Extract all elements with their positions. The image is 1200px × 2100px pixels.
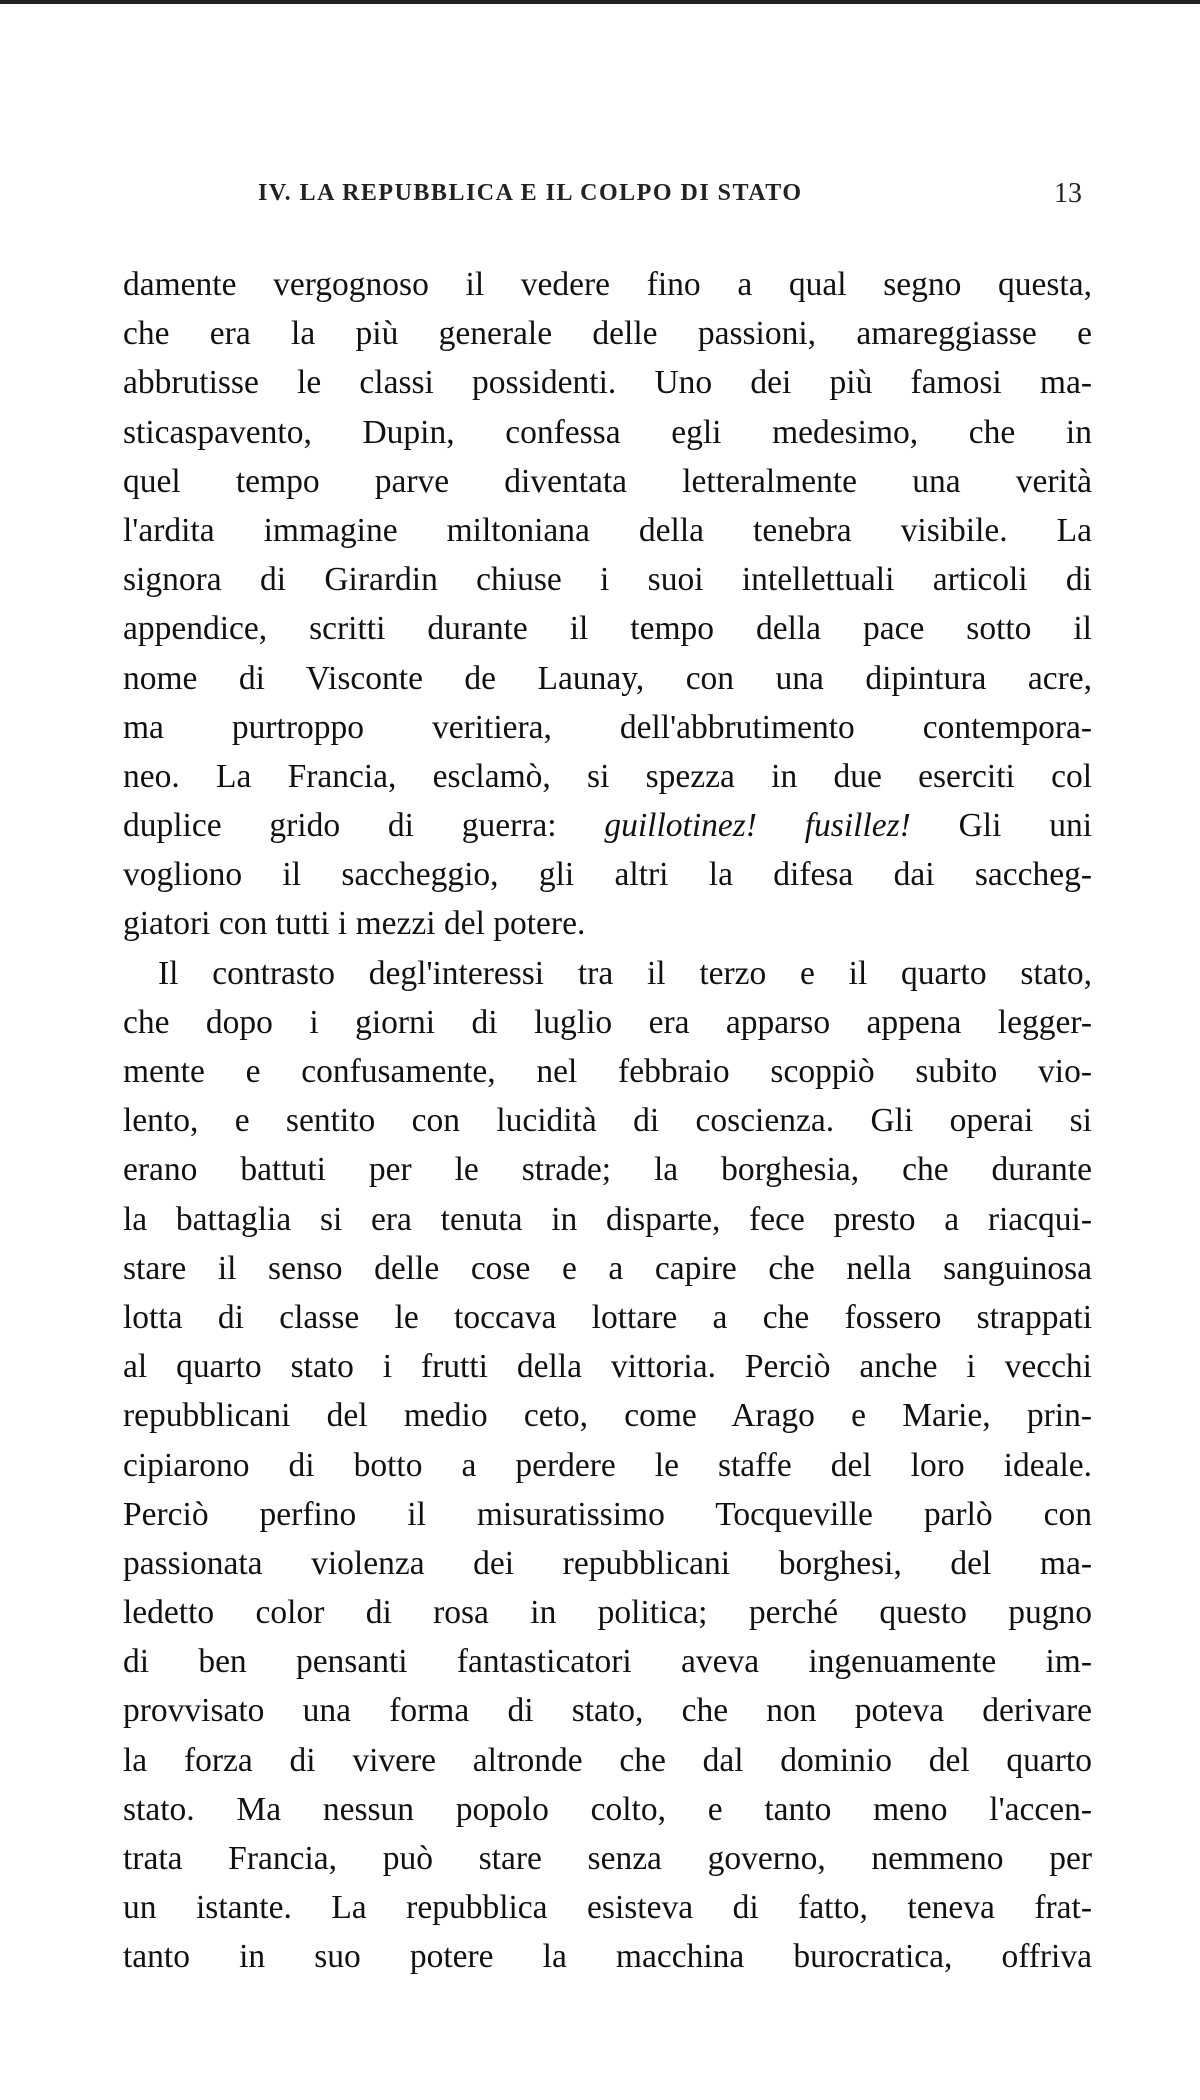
page-top-edge	[0, 0, 1200, 4]
paragraph-2	[123, 949, 1092, 1982]
text-line: appendice, scritti durante il tempo della pace sotto il	[123, 610, 1092, 648]
text-line: che dopo i giorni di luglio era apparso appena legger-	[123, 1003, 1092, 1041]
text-line: di ben pensanti fantasticatori aveva ingenuamente im-	[123, 1643, 1092, 1681]
text-line: sticaspavento, Dupin, confessa egli medesimo, che in	[123, 413, 1092, 451]
text-line: mente e confusamente, nel febbraio scoppiò subito vio-	[123, 1053, 1092, 1090]
text-line: un istante. La repubblica esisteva di fatto, teneva frat-	[123, 1889, 1092, 1927]
running-header: IV. LA REPUBBLICA E IL COLPO DI STATO	[258, 180, 803, 206]
text-line: signora di Girardin chiuse i suoi intellettuali articoli di	[123, 561, 1092, 599]
text-line: provvisato una forma di stato, che non poteva derivare	[123, 1692, 1092, 1730]
text-line-with-italic	[123, 801, 1092, 850]
text-line: Il contrasto degl'interessi tra il terzo e il quarto stato,	[158, 954, 1092, 992]
text-line: stato. Ma nessun popolo colto, e tanto meno l'accen-	[123, 1790, 1092, 1828]
text-run: Gli uni	[910, 807, 1093, 845]
body-text	[123, 260, 1092, 1982]
paragraph-1	[123, 260, 1092, 949]
text-line: ledetto color di rosa in politica; perché questo pugno	[123, 1594, 1092, 1632]
page-number: 13	[1054, 178, 1082, 209]
text-line: repubblicani del medio ceto, come Arago e Marie, prin-	[123, 1397, 1092, 1435]
text-line: lotta di classe le toccava lottare a che fossero strappati	[123, 1298, 1092, 1336]
text-line: neo. La Francia, esclamò, si spezza in due eserciti col	[123, 757, 1092, 795]
text-line: nome di Visconte de Launay, con una dipintura acre,	[123, 659, 1092, 697]
text-line: quel tempo parve diventata letteralmente una verità	[123, 462, 1092, 500]
text-line: damente vergognoso il vedere fino a qual segno questa,	[123, 266, 1092, 303]
italic-quote: guillotinez! fusillez!	[604, 807, 911, 845]
text-line: tanto in suo potere la macchina burocratica, offriva	[123, 1938, 1092, 1976]
text-line: trata Francia, può stare senza governo, nemmeno per	[123, 1840, 1092, 1877]
text-line: cipiarono di botto a perdere le staffe del loro ideale.	[123, 1446, 1092, 1484]
text-line: Perciò perfino il misuratissimo Tocqueville parlò con	[123, 1495, 1092, 1533]
text-line: la battaglia si era tenuta in disparte, fece presto a riacqui-	[123, 1200, 1092, 1238]
text-line: abbrutisse le classi possidenti. Uno dei più famosi ma-	[123, 364, 1092, 402]
text-line: passionata violenza dei repubblicani borghesi, del ma-	[123, 1544, 1092, 1582]
text-line: l'ardita immagine miltoniana della tenebra visibile. La	[123, 511, 1092, 549]
text-line: lento, e sentito con lucidità di coscienza. Gli operai si	[123, 1102, 1092, 1140]
text-line: vogliono il saccheggio, gli altri la difesa dai saccheg-	[123, 856, 1092, 894]
text-line: erano battuti per le strade; la borghesia, che durante	[123, 1151, 1092, 1189]
text-line: che era la più generale delle passioni, amareggiasse e	[123, 315, 1092, 353]
text-line: giatori con tutti i mezzi del potere.	[123, 905, 586, 943]
text-line: la forza di vivere altronde che dal dominio del quarto	[123, 1741, 1092, 1779]
text-line: ma purtroppo veritiera, dell'abbrutimento contempora-	[123, 708, 1092, 746]
text-run: duplice grido di guerra:	[123, 807, 605, 845]
text-line: stare il senso delle cose e a capire che nella sanguinosa	[123, 1249, 1092, 1287]
text-line: al quarto stato i frutti della vittoria. Perciò anche i vecchi	[123, 1348, 1092, 1386]
